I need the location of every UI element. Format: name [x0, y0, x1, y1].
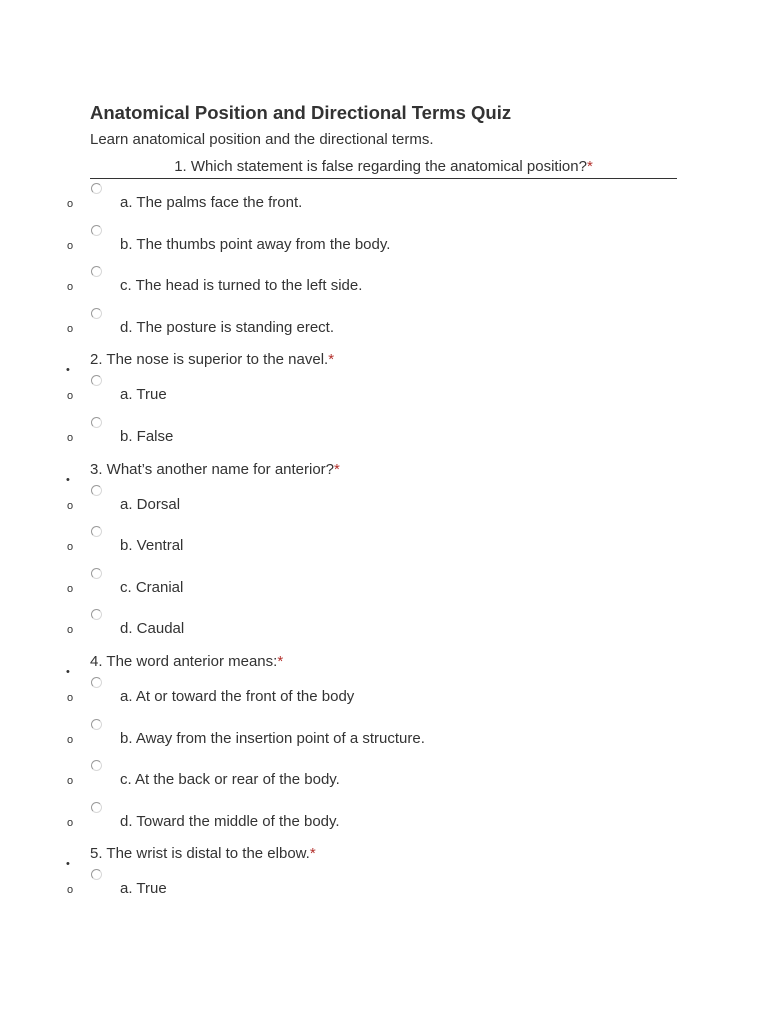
- answer-option-label[interactable]: c. The head is turned to the left side.: [120, 277, 363, 295]
- option-bullet: o: [67, 322, 74, 335]
- question-text: 2. The nose is superior to the navel.: [90, 351, 329, 369]
- required-asterisk: *: [334, 460, 340, 478]
- option-bullet: o: [67, 884, 74, 897]
- answer-radio-button[interactable]: [91, 375, 102, 386]
- required-asterisk: *: [309, 845, 316, 863]
- option-bullet: o: [67, 775, 74, 788]
- answer-option-label[interactable]: b. Away from the insertion point of a structure.: [120, 729, 425, 747]
- quiz-title: Anatomical Position and Directional Terms Quiz: [90, 102, 512, 123]
- answer-option-label[interactable]: d. The posture is standing erect.: [120, 318, 335, 336]
- answer-option-label[interactable]: d. Toward the middle of the body.: [120, 812, 340, 830]
- question-5-text: [90, 845, 316, 863]
- question-text: 5. The wrist is distal to the elbow.: [90, 845, 310, 863]
- required-asterisk: *: [586, 158, 593, 175]
- answer-radio-button[interactable]: [91, 308, 102, 319]
- question-bullet: •: [66, 858, 70, 871]
- answer-option-label[interactable]: c. Cranial: [120, 578, 184, 596]
- answer-option-label[interactable]: a. The palms face the front.: [120, 194, 303, 211]
- option-bullet: o: [67, 816, 74, 829]
- answer-option-label[interactable]: b. The thumbs point away from the body.: [120, 235, 391, 253]
- answer-radio-button[interactable]: [91, 225, 102, 236]
- answer-option-label[interactable]: a. Dorsal: [120, 495, 181, 513]
- answer-radio-button[interactable]: [91, 183, 102, 194]
- question-text: 4. The word anterior means:: [90, 653, 278, 670]
- option-bullet: o: [67, 582, 74, 595]
- question-bullet: •: [66, 364, 70, 377]
- answer-option-label[interactable]: a. True: [120, 386, 167, 404]
- question-bullet: •: [66, 473, 70, 486]
- question-bullet: •: [66, 666, 70, 678]
- answer-option-label[interactable]: b. False: [120, 428, 174, 445]
- question-text: 1. Which statement is false regarding the anatomical position?: [174, 158, 587, 175]
- option-bullet: o: [67, 239, 74, 252]
- option-bullet: o: [67, 390, 74, 403]
- answer-radio-button[interactable]: [91, 760, 102, 771]
- answer-radio-button[interactable]: [91, 719, 102, 730]
- answer-option-label[interactable]: b. Ventral: [120, 537, 184, 555]
- answer-radio-button[interactable]: [91, 485, 102, 496]
- answer-radio-button[interactable]: [91, 677, 102, 688]
- option-bullet: o: [67, 624, 74, 637]
- answer-option-label[interactable]: d. Caudal: [120, 620, 185, 638]
- option-bullet: o: [67, 432, 74, 444]
- option-bullet: o: [67, 733, 74, 746]
- answer-radio-button[interactable]: [91, 802, 102, 813]
- answer-option-label[interactable]: c. At the back or rear of the body.: [120, 771, 340, 789]
- quiz-description: Learn anatomical position and the directional terms.: [90, 131, 434, 148]
- question-4-text: [90, 653, 283, 671]
- answer-option-label[interactable]: a. True: [120, 880, 167, 898]
- answer-option-label[interactable]: a. At or toward the front of the body: [120, 688, 355, 705]
- question-1-header: [90, 156, 677, 179]
- answer-radio-button[interactable]: [91, 526, 102, 537]
- option-bullet: o: [67, 541, 74, 554]
- answer-radio-button[interactable]: [91, 266, 102, 277]
- question-2-text: [90, 351, 334, 369]
- answer-radio-button[interactable]: [91, 417, 102, 428]
- required-asterisk: *: [277, 653, 284, 670]
- answer-radio-button[interactable]: [91, 568, 102, 579]
- option-bullet: o: [67, 499, 74, 512]
- question-text: 3. What’s another name for anterior?: [90, 460, 335, 478]
- option-bullet: o: [67, 198, 74, 210]
- option-bullet: o: [67, 281, 74, 294]
- question-3-text: [90, 461, 340, 479]
- answer-radio-button[interactable]: [91, 869, 102, 880]
- answer-radio-button[interactable]: [91, 609, 102, 620]
- required-asterisk: *: [328, 351, 335, 369]
- option-bullet: o: [67, 692, 74, 704]
